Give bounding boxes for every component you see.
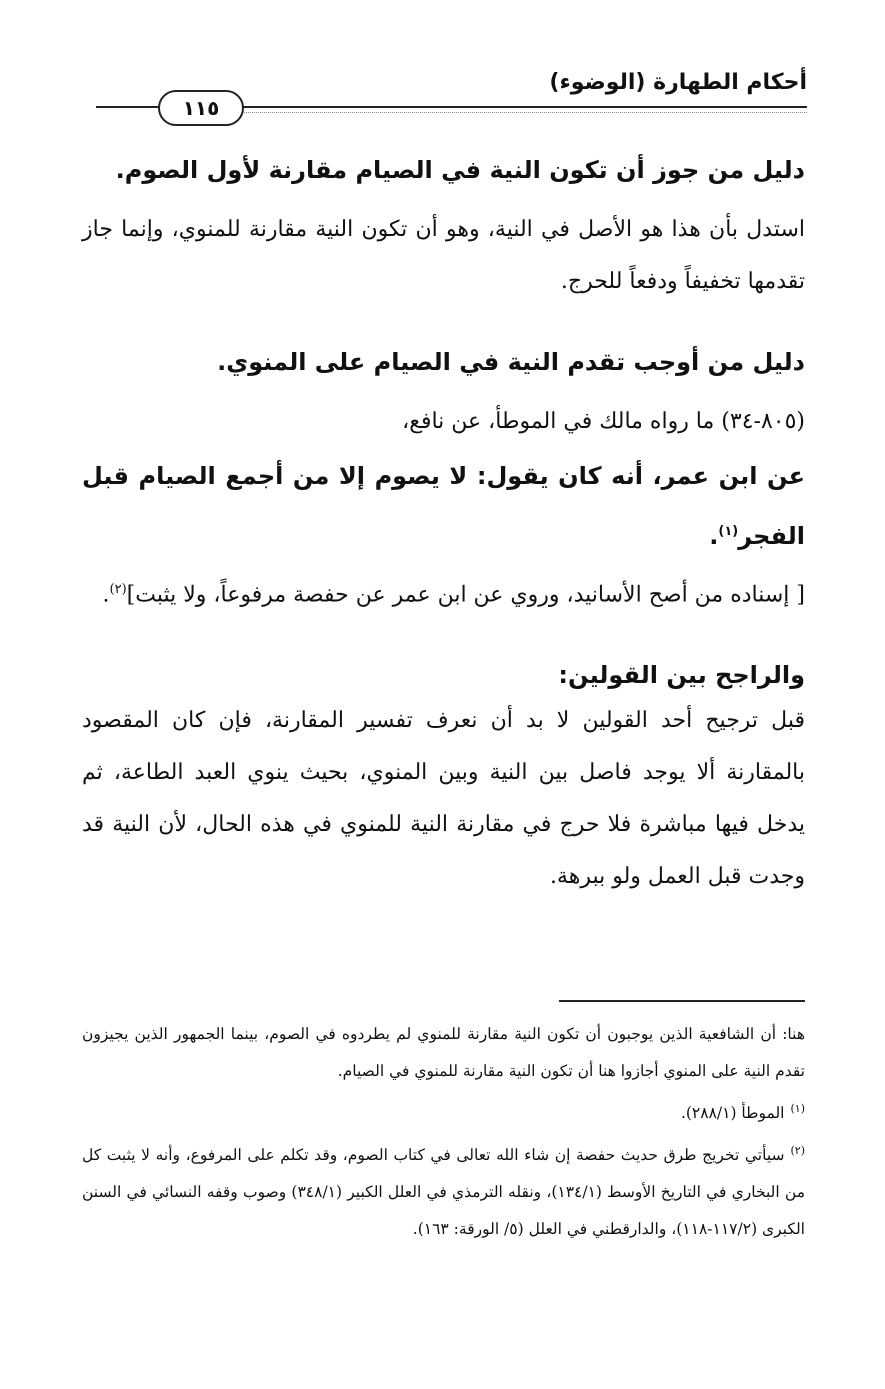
footnotes: [82, 1000, 805, 1248]
grading-text: [ إسناده من أصح الأسانيد، وروي عن ابن عمر عن حفصة مرفوعاً، ولا يثبت]: [126, 582, 805, 608]
footnote-rule: [559, 1000, 805, 1002]
paragraph-first-evidence: استدل بأن هذا هو الأصل في النية، وهو أن تكون النية مقارنة للمنوي، وإنما جاز تقدمها تخفيفاً ودفعاً للحرج.: [82, 217, 805, 294]
heading-preponderant-view: والراجح بين القولين:: [558, 661, 805, 690]
footnote-continuation: هنا: أن الشافعية الذين يوجبون أن تكون النية مقارنة للمنوي لم يطردوه في الصوم، بينما الجمهور الذين يجيزون تقدم النية على المنوي أجازوا هنا أن تكون النية مقارنة للمنوي في الصيام.: [82, 1025, 805, 1080]
footnote-2: [82, 1132, 805, 1248]
running-title: أحكام الطهارة (الوضوء): [549, 70, 807, 95]
footnote-ref-2: (٢): [109, 582, 127, 597]
footnote-1: [82, 1090, 805, 1132]
main-text: [82, 150, 805, 903]
heading-first-opinion-evidence: دليل من جوز أن تكون النية في الصيام مقارنة لأول الصوم.: [115, 156, 805, 184]
grading-end-punct: .: [102, 582, 110, 608]
hadith-end-punct: .: [709, 522, 719, 550]
page-number: ١١٥: [158, 90, 244, 126]
footnote-1-number: (١): [790, 1102, 805, 1115]
page-header: [96, 62, 807, 122]
footnote-2-text: سيأتي تخريج طرق حديث حفصة إن شاء الله تعالى في كتاب الصوم، وقد تكلم على المرفوع، وأنه لا يثبت كل من البخاري في التاريخ الأوسط (١٣٤/١)، ونقله الترمذي في العلل الكبير (٣٤٨/١) وصوب وقفه النسائي في السنن الكبرى (١١٧/٢-١١٨)، والدارقطني في العلل (٥/ الورقة: ١٦٣).: [82, 1146, 805, 1239]
paragraph-preponderant-view: قبل ترجيح أحد القولين لا بد أن نعرف تفسير المقارنة، فإن كان المقصود بالمقارنة ألا يوجد فاصل بين النية وبين المنوي، بحيث ينوي العبد الطاعة، ثم يدخل فيها مباشرة فلا حرج في مقارنة النية للمنوي في هذه الحال، لأن النية قد وجدت قبل العمل ولو ببرهة.: [82, 708, 805, 890]
footnote-1-text: الموطأ (٢٨٨/١).: [680, 1104, 785, 1123]
hadith-grading: [82, 564, 805, 621]
footnote-ref-1: (١): [718, 524, 739, 539]
hadith-chain: (٨٠٥-٣٤) ما رواه مالك في الموطأ، عن نافع،: [402, 409, 805, 434]
footnote-2-number: (٢): [790, 1144, 805, 1158]
heading-second-opinion-evidence: دليل من أوجب تقدم النية في الصيام على المنوي.: [217, 348, 805, 376]
hadith-text: [82, 448, 805, 564]
header-dotted-rule: [236, 112, 807, 113]
hadith-body: عن ابن عمر، أنه كان يقول: لا يصوم إلا من أجمع الصيام قبل الفجر: [82, 462, 805, 550]
